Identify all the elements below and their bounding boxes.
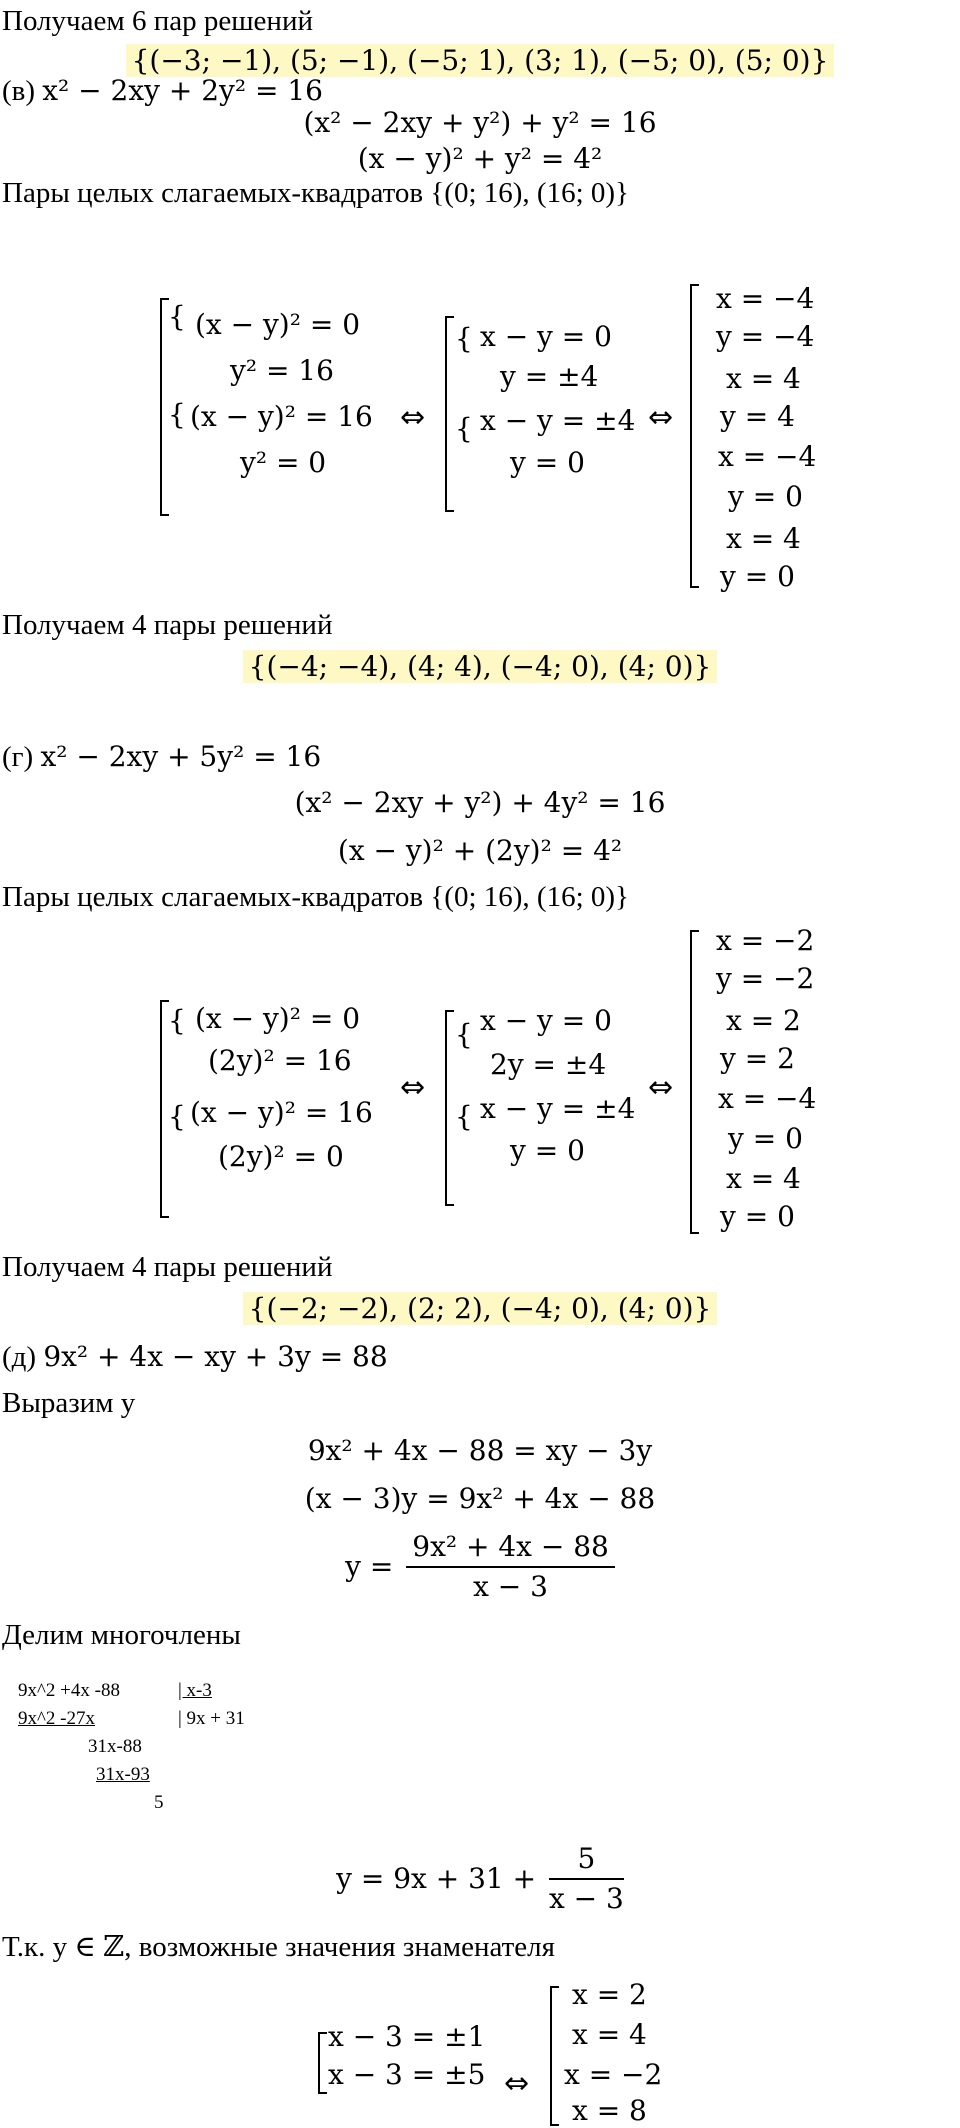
sys3-line: y = 2 [720, 1042, 795, 1075]
square-bracket [690, 930, 699, 1234]
result-set-v: {(−4; −4), (4; 4), (−4; 0), (4; 0)} [0, 650, 960, 684]
sys3-line: y = 0 [720, 560, 795, 593]
square-bracket [445, 1010, 454, 1206]
square-bracket [445, 316, 454, 512]
sys2-line: x − y = 0 [480, 320, 612, 353]
square-bracket [550, 1986, 559, 2126]
square-bracket [318, 2032, 327, 2094]
square-bracket [690, 284, 699, 588]
sys3-line: x = −4 [718, 1082, 817, 1115]
sys3-line: x = 2 [726, 1004, 801, 1037]
sys2-line: y = 0 [510, 1134, 585, 1167]
equation-v: (в) x² − 2xy + 2y² = 16 [2, 74, 323, 107]
sys1-line: (2y)² = 16 [208, 1044, 352, 1077]
step2-d: (x − 3)y = 9x² + 4x − 88 [304, 1482, 656, 1515]
result-set-b: {(−3; −1), (5; −1), (−5; 1), (3; 1), (−5; 0), (5; 0)} [0, 44, 960, 78]
sys3-line: y = 0 [728, 1122, 803, 1155]
since-text: Т.к. y ∈ ℤ, возможные значения знаменателя [2, 1931, 555, 1963]
sys2-line: 2y = ±4 [490, 1048, 607, 1081]
equation-d: (д) 9x² + 4x − xy + 3y = 88 [2, 1340, 388, 1373]
pairs-text-g: Пары целых слагаемых-квадратов {(0; 16), (16; 0)} [2, 881, 629, 913]
step1-g: (x² − 2xy + y²) + 4y² = 16 [294, 786, 666, 819]
sys3-line: y = 4 [720, 400, 795, 433]
step2-g: (x − y)² + (2y)² = 4² [337, 834, 623, 867]
sys3-line: y = 0 [720, 1200, 795, 1233]
result-y: y = 9x + 31 + $\frac{5}{x - 3}$ [336, 1842, 624, 1915]
sys3-line: x = −4 [718, 440, 817, 473]
result-text-v: Получаем 4 пары решений [2, 609, 333, 641]
sys1-line: (x − y)² = 16 [190, 1096, 373, 1129]
sys3-line: x = −4 [716, 282, 815, 315]
sys3-line: y = 0 [728, 480, 803, 513]
divide-text: Делим многочлены [2, 1619, 241, 1651]
equation-g: (г) x² − 2xy + 5y² = 16 [2, 740, 322, 773]
sys2-line: y = ±4 [500, 360, 599, 393]
equivalence-arrow: ⇔ [504, 2066, 530, 2101]
sys1-line: (x − y)² = 16 [190, 400, 373, 433]
sys1-line: (x − y)² = 0 [195, 308, 361, 341]
step1-v: (x² − 2xy + y²) + y² = 16 [303, 106, 657, 139]
step2-v: (x − y)² + y² = 4² [357, 142, 603, 175]
result-set-g: {(−2; −2), (2; 2), (−4; 0), (4; 0)} [0, 1292, 960, 1326]
sys1-line: y² = 0 [240, 446, 327, 479]
sys2-line: x − y = ±4 [480, 404, 636, 437]
sys3-line: y = −2 [716, 962, 815, 995]
equivalence-arrow: ⇔ [648, 1070, 674, 1105]
pairs-text-v: Пары целых слагаемых-квадратов {(0; 16), (16; 0)} [2, 177, 629, 209]
sys3-line: x = −2 [716, 924, 815, 957]
fraction-y: y = $\frac{\text{9x² + 4x − 88}}{x - 3}$ [0, 1530, 960, 1603]
sys3-line: x = 4 [726, 362, 801, 395]
equivalence-arrow: ⇔ [648, 400, 674, 435]
sys2-line: x − y = 0 [480, 1004, 612, 1037]
sys1-line: y² = 16 [230, 354, 334, 387]
sys2-line: y = 0 [510, 446, 585, 479]
sys1-line: (x − y)² = 0 [195, 1002, 361, 1035]
result-text-b: Получаем 6 пар решений [2, 5, 313, 37]
equivalence-arrow: ⇔ [400, 1070, 426, 1105]
equivalence-arrow: ⇔ [400, 400, 426, 435]
step1-d: 9x² + 4x − 88 = xy − 3y [307, 1434, 653, 1467]
result-text-g: Получаем 4 пары решений [2, 1251, 333, 1283]
sys3-line: x = 4 [726, 522, 801, 555]
sys2-line: x − y = ±4 [480, 1092, 636, 1125]
sys1-line: (2y)² = 0 [218, 1140, 344, 1173]
sys3-line: x = 4 [726, 1162, 801, 1195]
sys3-line: y = −4 [716, 320, 815, 353]
express-text: Выразим y [2, 1387, 136, 1419]
